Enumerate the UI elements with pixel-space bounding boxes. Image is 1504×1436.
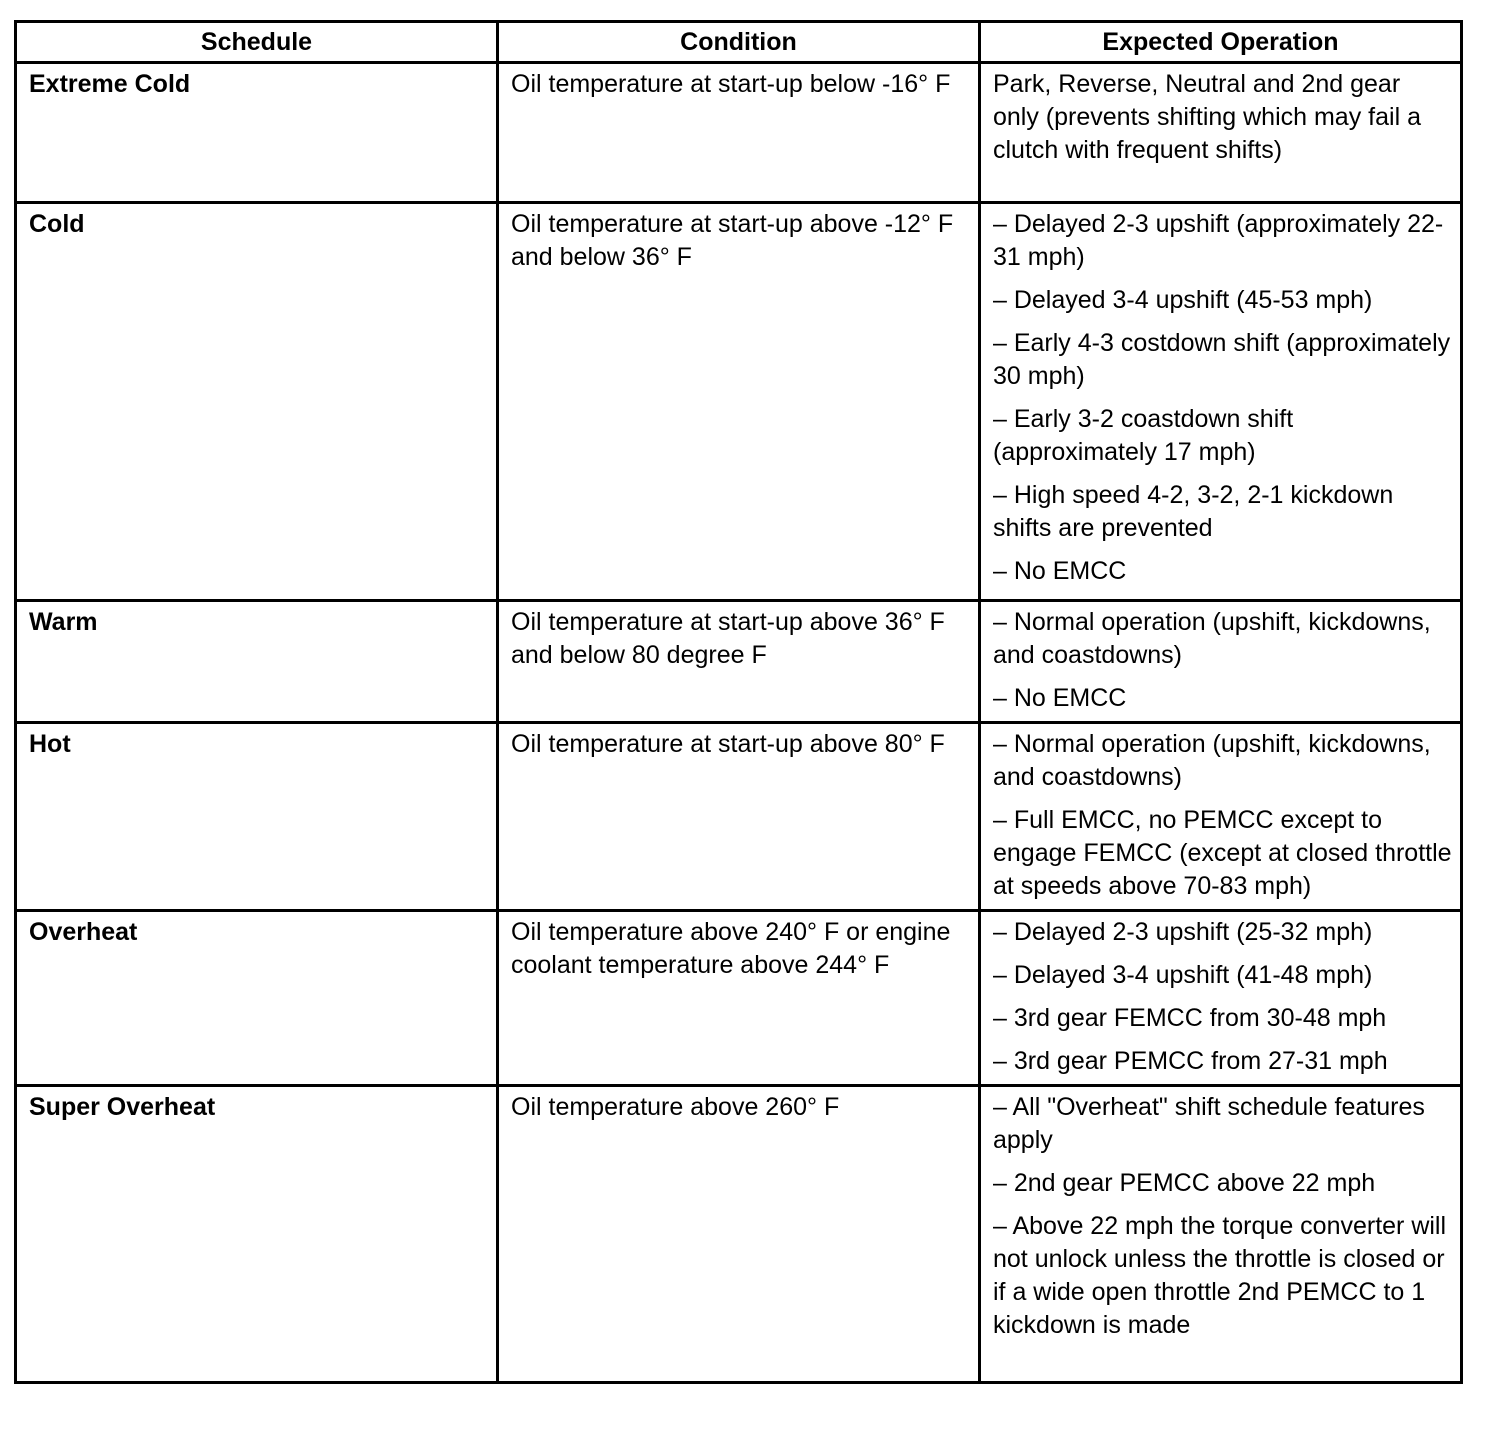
expected-operation-cell — [980, 63, 1462, 203]
operation-item: – 2nd gear PEMCC above 22 mph — [993, 1169, 1376, 1197]
schedule-cell: Cold — [16, 203, 498, 601]
expected-operation-cell — [980, 1086, 1462, 1383]
operation-item: – High speed 4-2, 3-2, 2-1 kickdown shifts are prevented — [993, 481, 1394, 542]
schedule-cell: Warm — [16, 601, 498, 723]
operation-item: – Delayed 2-3 upshift (approximately 22-31 mph) — [993, 210, 1444, 271]
condition-cell: Oil temperature above 260° F — [498, 1086, 980, 1383]
expected-operation-cell — [980, 601, 1462, 723]
operation-item: – Early 4-3 costdown shift (approximately 30 mph) — [993, 329, 1451, 390]
operation-item: – Normal operation (upshift, kickdowns, and coastdowns) — [993, 608, 1431, 669]
condition-cell: Oil temperature above 240° F or engine coolant temperature above 244° F — [498, 911, 980, 1086]
operation-item: – Above 22 mph the torque converter will not unlock unless the throttle is closed or if a wide open throttle 2nd PEMCC to 1 kickdown is made — [993, 1212, 1447, 1339]
schedule-cell: Extreme Cold — [16, 63, 498, 203]
schedule-cell: Super Overheat — [16, 1086, 498, 1383]
operation-item: – No EMCC — [993, 557, 1127, 585]
schedule-cell: Hot — [16, 723, 498, 911]
operation-item: – Delayed 3-4 upshift (41-48 mph) — [993, 961, 1373, 989]
expected-operation-cell — [980, 911, 1462, 1086]
condition-cell: Oil temperature at start-up above -12° F and below 36° F — [498, 203, 980, 601]
operation-item: – Delayed 2-3 upshift (25-32 mph) — [993, 918, 1373, 946]
operation-item: – 3rd gear FEMCC from 30-48 mph — [993, 1004, 1387, 1032]
header-condition: Condition — [498, 22, 980, 63]
schedule-cell: Overheat — [16, 911, 498, 1086]
operation-item: – No EMCC — [993, 684, 1127, 712]
table-row — [16, 723, 1462, 911]
condition-cell: Oil temperature at start-up above 36° F and below 80 degree F — [498, 601, 980, 723]
operation-item: – 3rd gear PEMCC from 27-31 mph — [993, 1047, 1388, 1075]
operation-item: – Early 3-2 coastdown shift (approximately 17 mph) — [993, 405, 1294, 466]
table-row — [16, 63, 1462, 203]
header-row — [16, 22, 1462, 63]
operation-item: – Full EMCC, no PEMCC except to engage FEMCC (except at closed throttle at speeds above 70-83 mph) — [993, 806, 1452, 900]
condition-cell: Oil temperature at start-up below -16° F — [498, 63, 980, 203]
operation-item: Park, Reverse, Neutral and 2nd gear only (prevents shifting which may fail a clutch with frequent shifts) — [993, 70, 1421, 164]
operation-item: – Delayed 3-4 upshift (45-53 mph) — [993, 286, 1373, 314]
operation-item: – Normal operation (upshift, kickdowns, and coastdowns) — [993, 730, 1431, 791]
condition-cell: Oil temperature at start-up above 80° F — [498, 723, 980, 911]
header-expected-operation: Expected Operation — [980, 22, 1462, 63]
table-row — [16, 601, 1462, 723]
header-schedule: Schedule — [16, 22, 498, 63]
table-row — [16, 1086, 1462, 1383]
shift-schedule-table — [14, 20, 1463, 1384]
table-row — [16, 911, 1462, 1086]
expected-operation-cell — [980, 203, 1462, 601]
operation-item: – All "Overheat" shift schedule features apply — [993, 1093, 1425, 1154]
table-body — [16, 63, 1462, 1383]
expected-operation-cell — [980, 723, 1462, 911]
table-row — [16, 203, 1462, 601]
